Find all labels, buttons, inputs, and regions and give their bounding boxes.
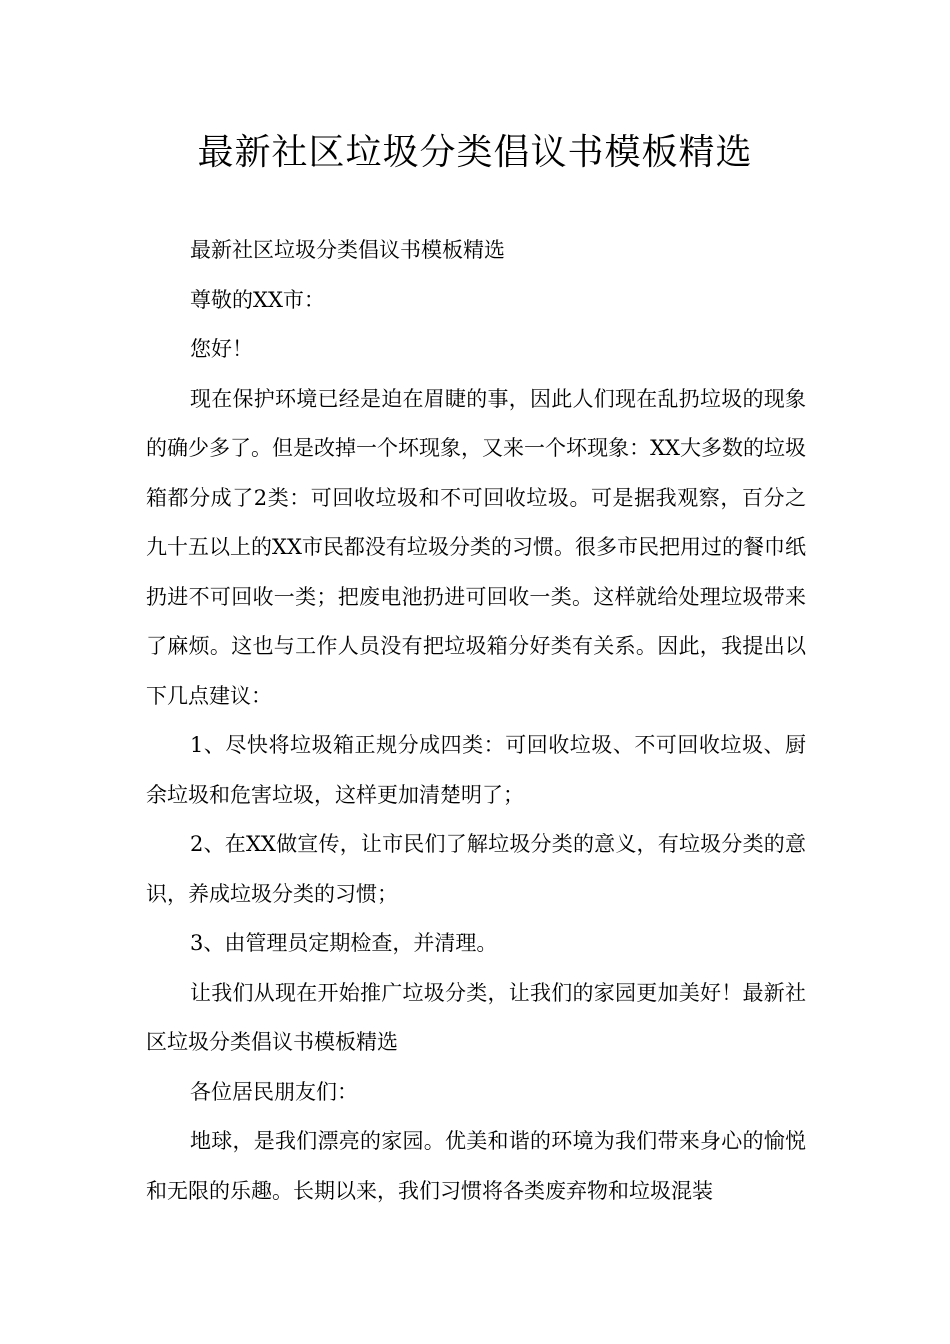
document-body: [146, 226, 806, 1216]
paragraph-suggestion-1: 1、尽快将垃圾箱正规分成四类：可回收垃圾、不可回收垃圾、厨余垃圾和危害垃圾，这样更加清楚明了；: [146, 733, 806, 807]
document-title: 最新社区垃圾分类倡议书模板精选: [197, 132, 753, 173]
paragraph-salutation-2: 各位居民朋友们：: [190, 1079, 358, 1104]
paragraph-suggestion-2: 2、在XX做宣传，让市民们了解垃圾分类的意义，有垃圾分类的意识，养成垃圾分类的习惯；: [146, 832, 806, 906]
paragraph-salutation: 尊敬的XX市：: [190, 287, 325, 312]
paragraph-closing: 让我们从现在开始推广垃圾分类，让我们的家园更加美好！最新社区垃圾分类倡议书模板精选: [146, 980, 806, 1054]
paragraph-body: 现在保护环境已经是迫在眉睫的事，因此人们现在乱扔垃圾的现象的确少多了。但是改掉一个坏现象，又来一个坏现象：XX大多数的垃圾箱都分成了2类：可回收垃圾和不可回收垃圾。可是据我观察，百分之九十五以上的XX市民都没有垃圾分类的习惯。很多市民把用过的餐巾纸扔进不可回收一类；把废电池扔进可回收一类。这样就给处理垃圾带来了麻烦。这也与工作人员没有把垃圾箱分好类有关系。因此，我提出以下几点建议：: [146, 386, 806, 708]
paragraph-greeting: 您好！: [190, 337, 253, 361]
paragraph-subtitle: 最新社区垃圾分类倡议书模板精选: [190, 238, 505, 262]
paragraph-suggestion-3: 3、由管理员定期检查，并清理。: [190, 931, 498, 955]
paragraph-body-2: 地球，是我们漂亮的家园。优美和谐的环境为我们带来身心的愉悦和无限的乐趣。长期以来，我们习惯将各类废弃物和垃圾混装: [146, 1129, 806, 1203]
